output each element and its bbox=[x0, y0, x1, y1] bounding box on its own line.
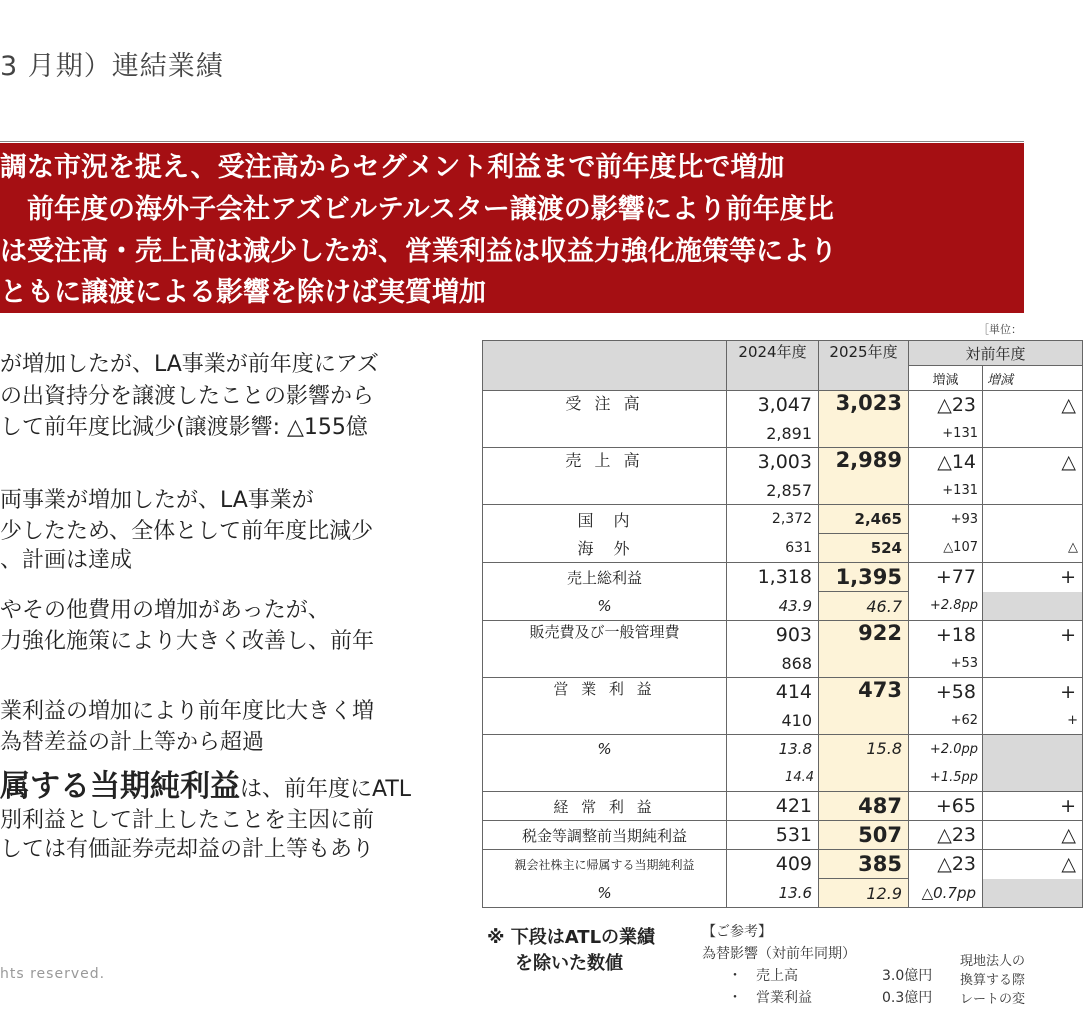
table-footnote bbox=[487, 925, 655, 977]
summary-banner bbox=[0, 143, 1024, 313]
cell-fy2024: 409 bbox=[727, 850, 819, 879]
bold-keyword: 属する当期純利益 bbox=[0, 769, 240, 804]
table-row bbox=[483, 678, 1083, 707]
row-label: 国 内 bbox=[483, 505, 727, 534]
side-note-line: レートの変 bbox=[960, 992, 1026, 1007]
text-line: 別利益として計上したことを主因に前 bbox=[0, 808, 375, 833]
table-row bbox=[483, 649, 1083, 678]
text-line: しては有価証券売却益の計上等もあり bbox=[0, 837, 375, 862]
cell-diff: +77 bbox=[909, 563, 983, 592]
text-line: 業利益の増加により前年度比大きく増 bbox=[0, 699, 375, 724]
row-label-pct: % bbox=[483, 735, 727, 764]
cell-fy2025: 507 bbox=[819, 821, 909, 850]
cell-fy2024-excl: 2,857 bbox=[727, 476, 819, 505]
cell-rate-pct bbox=[983, 735, 1083, 792]
cell-fy2025: 524 bbox=[819, 534, 909, 563]
text-line: 少したため、全体として前年度比減少 bbox=[0, 519, 374, 544]
table-row bbox=[483, 476, 1083, 505]
cell-fy2025: 922 bbox=[819, 621, 909, 678]
footnote-line: ※ 下段はATLの業績 bbox=[487, 927, 656, 948]
cell-rate: △ bbox=[983, 534, 1083, 563]
cell-fy2024-pct: 13.8 bbox=[727, 735, 819, 764]
banner-line: 調な市況を捉え、受注高からセグメント利益まで前年度比で増加 bbox=[0, 152, 785, 183]
cell-diff-excl: +131 bbox=[909, 419, 983, 448]
cell-rate-pct bbox=[983, 879, 1083, 908]
cell-diff: +93 bbox=[909, 505, 983, 534]
cell-diff-excl: +131 bbox=[909, 476, 983, 505]
cell-fy2025-pct: 46.7 bbox=[819, 592, 909, 621]
row-label-blank bbox=[483, 476, 727, 505]
cell-rate: + bbox=[983, 678, 1083, 707]
cell-diff: +18 bbox=[909, 621, 983, 650]
cell-rate-pct bbox=[983, 592, 1083, 621]
table-row bbox=[483, 391, 1083, 420]
cell-rate: △ bbox=[983, 448, 1083, 477]
text-line: の出資持分を譲渡したことの影響から bbox=[0, 384, 375, 409]
table-row bbox=[483, 706, 1083, 735]
cell-rate: + bbox=[983, 563, 1083, 592]
page-title: 3 月期）連結業績 bbox=[0, 51, 224, 82]
text-line: が増加したが、LA事業が前年度にアズ bbox=[0, 352, 379, 377]
cell-fy2024-excl: 868 bbox=[727, 649, 819, 678]
cell-rate-excl: + bbox=[983, 706, 1083, 735]
text-line: 両事業が増加したが、LA事業が bbox=[0, 488, 314, 513]
cell-fy2024: 903 bbox=[727, 621, 819, 650]
row-label: 売 上 高 bbox=[483, 448, 727, 477]
table-row bbox=[483, 563, 1083, 592]
header-fy2024: 2024年度 bbox=[727, 341, 819, 391]
row-label: 販売費及び一般管理費 bbox=[483, 621, 727, 650]
reference-item-value: 3.0億円 bbox=[882, 968, 933, 984]
reference-item-value: 0.3億円 bbox=[882, 990, 933, 1006]
header-yoy: 対前年度 bbox=[909, 341, 1083, 366]
cell-fy2024-pct: 43.9 bbox=[727, 592, 819, 621]
cell-fy2025-pct: 15.8 bbox=[819, 735, 909, 792]
cell-fy2024: 631 bbox=[727, 534, 819, 563]
cell-rate: △ bbox=[983, 850, 1083, 879]
text-line: 為替差益の計上等から超過 bbox=[0, 730, 265, 755]
row-label-blank bbox=[483, 649, 727, 678]
cell-fy2025-pct: 12.9 bbox=[819, 879, 909, 908]
cell-rate: △ bbox=[983, 821, 1083, 850]
banner-line: ともに譲渡による影響を除けば実質増加 bbox=[0, 277, 486, 308]
cell-fy2025: 2,465 bbox=[819, 505, 909, 534]
row-label: 営 業 利 益 bbox=[483, 678, 727, 707]
header-fy2025: 2025年度 bbox=[819, 341, 909, 391]
text-line: 、計画は達成 bbox=[0, 548, 133, 573]
cell-diff: +58 bbox=[909, 678, 983, 707]
cell-rate: + bbox=[983, 621, 1083, 650]
cell-diff: +65 bbox=[909, 792, 983, 821]
banner-line: 前年度の海外子会社アズビルテルスター譲渡の影響により前年度比 bbox=[0, 194, 834, 225]
cell-fy2025: 2,989 bbox=[819, 448, 909, 505]
text-line: 力強化施策により大きく改善し、前年 bbox=[0, 629, 375, 654]
cell-fy2024: 3,003 bbox=[727, 448, 819, 477]
cell-fy2025: 3,023 bbox=[819, 391, 909, 448]
header-rate: 増減 bbox=[983, 366, 1083, 391]
table-row bbox=[483, 821, 1083, 850]
cell-rate-excl bbox=[983, 476, 1083, 505]
copyright-text: hts reserved. bbox=[0, 966, 106, 982]
row-label-blank bbox=[483, 706, 727, 735]
financial-results-table bbox=[482, 340, 1083, 908]
text-fragment: は、前年度にATL bbox=[240, 777, 412, 802]
row-label-pct: % bbox=[483, 592, 727, 621]
table-row bbox=[483, 534, 1083, 563]
cell-fy2024-excl: 2,891 bbox=[727, 419, 819, 448]
cell-rate: △ bbox=[983, 391, 1083, 420]
cell-diff: △23 bbox=[909, 391, 983, 420]
cell-fy2024: 531 bbox=[727, 821, 819, 850]
cell-diff-excl: +62 bbox=[909, 706, 983, 735]
cell-rate-excl bbox=[983, 649, 1083, 678]
fx-side-note bbox=[960, 952, 1025, 1009]
table-header-blank bbox=[483, 341, 727, 391]
cell-rate-excl bbox=[983, 419, 1083, 448]
cell-fy2024-pct: 13.6 bbox=[727, 879, 819, 908]
header-diff: 増減 bbox=[909, 366, 983, 391]
cell-fy2024: 2,372 bbox=[727, 505, 819, 534]
table-row bbox=[483, 879, 1083, 908]
reference-item-label: ・ 営業利益 bbox=[728, 990, 812, 1006]
cell-diff-pct: +2.8pp bbox=[909, 592, 983, 621]
cell-fy2024: 3,047 bbox=[727, 391, 819, 420]
cell-fy2025: 1,395 bbox=[819, 563, 909, 592]
cell-fy2024: 421 bbox=[727, 792, 819, 821]
table-row bbox=[483, 448, 1083, 477]
cell-fy2025: 473 bbox=[819, 678, 909, 735]
cell-diff: △23 bbox=[909, 850, 983, 879]
cell-diff-pct: +2.0pp bbox=[909, 735, 983, 764]
row-label: 受 注 高 bbox=[483, 391, 727, 420]
row-label-blank bbox=[483, 763, 727, 792]
cell-fy2024-pct-excl: 14.4 bbox=[727, 763, 819, 792]
cell-fy2024: 414 bbox=[727, 678, 819, 707]
cell-rate bbox=[983, 505, 1083, 534]
cell-fy2025: 385 bbox=[819, 850, 909, 879]
row-label: 親会社株主に帰属する当期純利益 bbox=[483, 850, 727, 879]
banner-line: は受注高・売上高は減少したが、営業利益は収益力強化施策等により bbox=[0, 236, 837, 267]
cell-diff: △107 bbox=[909, 534, 983, 563]
text-line: やその他費用の増加があったが、 bbox=[0, 598, 330, 623]
cell-fy2025: 487 bbox=[819, 792, 909, 821]
title-divider bbox=[0, 141, 1024, 142]
cell-diff-pct: △0.7pp bbox=[909, 879, 983, 908]
row-label: 税金等調整前当期純利益 bbox=[483, 821, 727, 850]
text-line: して前年度比減少(譲渡影響: △155億 bbox=[0, 415, 368, 440]
cell-diff: △14 bbox=[909, 448, 983, 477]
cell-diff-excl: +53 bbox=[909, 649, 983, 678]
row-label: 経 常 利 益 bbox=[483, 792, 727, 821]
reference-title: 【ご参考】 bbox=[702, 924, 772, 940]
footnote-line: を除いた数値 bbox=[515, 953, 623, 974]
table-row bbox=[483, 850, 1083, 879]
table-row bbox=[483, 792, 1083, 821]
cell-fy2024: 1,318 bbox=[727, 563, 819, 592]
side-note-line: 現地法人の bbox=[960, 954, 1026, 969]
reference-subtitle: 為替影響（対前年同期） bbox=[702, 946, 856, 962]
unit-label: ［単位： bbox=[978, 323, 1022, 336]
table-row bbox=[483, 419, 1083, 448]
side-note-line: 換算する際 bbox=[960, 973, 1026, 988]
reference-item-label: ・ 売上高 bbox=[728, 968, 798, 984]
table-row bbox=[483, 621, 1083, 650]
row-label-pct: % bbox=[483, 879, 727, 908]
text-line bbox=[0, 769, 412, 805]
row-label: 売上総利益 bbox=[483, 563, 727, 592]
row-label: 海 外 bbox=[483, 534, 727, 563]
cell-diff-pct-excl: +1.5pp bbox=[909, 763, 983, 792]
table-row bbox=[483, 735, 1083, 764]
cell-diff: △23 bbox=[909, 821, 983, 850]
table-row bbox=[483, 505, 1083, 534]
cell-fy2024-excl: 410 bbox=[727, 706, 819, 735]
table-row bbox=[483, 592, 1083, 621]
cell-rate: + bbox=[983, 792, 1083, 821]
row-label-blank bbox=[483, 419, 727, 448]
